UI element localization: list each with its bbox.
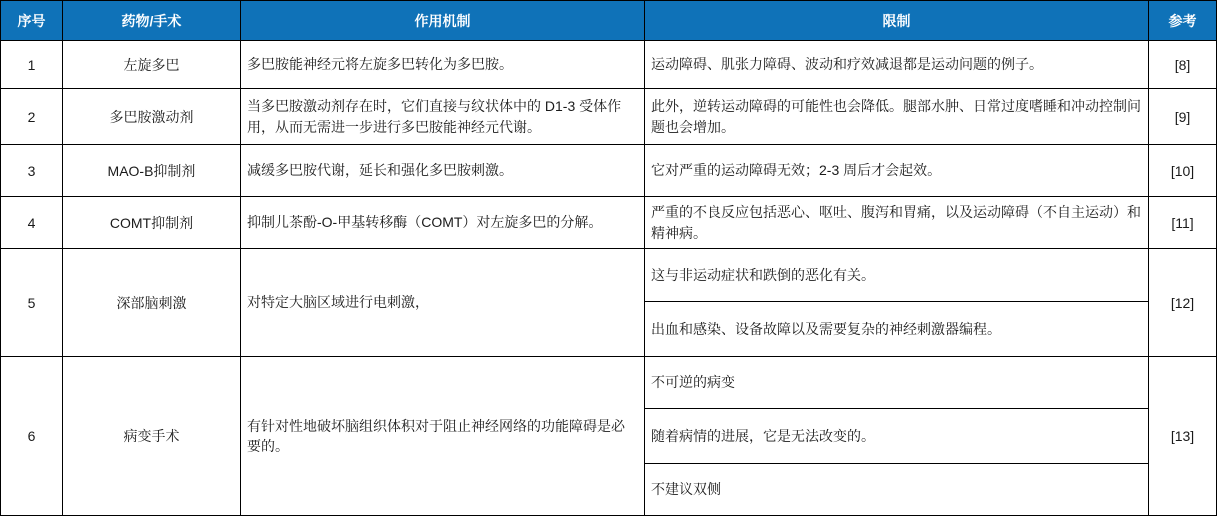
cell-mechanism: 减缓多巴胺代谢，延长和强化多巴胺刺激。 [241, 145, 645, 197]
cell-limitation: 不可逆的病变 [645, 357, 1149, 409]
table-row [1, 89, 1217, 145]
table-row [1, 249, 1217, 302]
cell-limitation: 随着病情的进展，它是无法改变的。 [645, 409, 1149, 464]
cell-no: 3 [1, 145, 63, 197]
table-row [1, 41, 1217, 89]
cell-drug: 多巴胺激动剂 [63, 89, 241, 145]
cell-no: 2 [1, 89, 63, 145]
cell-drug: MAO-B抑制剂 [63, 145, 241, 197]
cell-mechanism: 多巴胺能神经元将左旋多巴转化为多巴胺。 [241, 41, 645, 89]
cell-ref: [13] [1149, 357, 1217, 516]
cell-ref: [8] [1149, 41, 1217, 89]
cell-drug: 深部脑刺激 [63, 249, 241, 357]
cell-drug: COMT抑制剂 [63, 197, 241, 249]
table-row [1, 145, 1217, 197]
header-cell-drug: 药物/手术 [63, 1, 241, 41]
cell-limitation: 严重的不良反应包括恶心、呕吐、腹泻和胃痛，以及运动障碍（不自主运动）和精神病。 [645, 197, 1149, 249]
cell-limitation: 这与非运动症状和跌倒的恶化有关。 [645, 249, 1149, 302]
header-cell-limit: 限制 [645, 1, 1149, 41]
cell-no: 6 [1, 357, 63, 516]
cell-no: 1 [1, 41, 63, 89]
cell-limitation: 此外，逆转运动障碍的可能性也会降低。腿部水肿、日常过度嗜睡和冲动控制问题也会增加。 [645, 89, 1149, 145]
cell-mechanism: 当多巴胺激动剂存在时，它们直接与纹状体中的 D1-3 受体作用，从而无需进一步进行多巴胺能神经元代谢。 [241, 89, 645, 145]
cell-limitation: 不建议双侧 [645, 464, 1149, 516]
cell-drug: 左旋多巴 [63, 41, 241, 89]
cell-ref: [10] [1149, 145, 1217, 197]
header-cell-mechanism: 作用机制 [241, 1, 645, 41]
table-header-row [1, 1, 1217, 41]
cell-drug: 病变手术 [63, 357, 241, 516]
cell-mechanism: 有针对性地破坏脑组织体积对于阻止神经网络的功能障碍是必要的。 [241, 357, 645, 516]
header-cell-no: 序号 [1, 1, 63, 41]
cell-limitation: 运动障碍、肌张力障碍、波动和疗效减退都是运动问题的例子。 [645, 41, 1149, 89]
cell-ref: [12] [1149, 249, 1217, 357]
cell-no: 5 [1, 249, 63, 357]
cell-limitation: 出血和感染、设备故障以及需要复杂的神经刺激器编程。 [645, 302, 1149, 357]
cell-ref: [9] [1149, 89, 1217, 145]
table-row [1, 197, 1217, 249]
header-cell-ref: 参考 [1149, 1, 1217, 41]
table-row [1, 357, 1217, 409]
cell-no: 4 [1, 197, 63, 249]
cell-limitation: 它对严重的运动障碍无效；2-3 周后才会起效。 [645, 145, 1149, 197]
cell-ref: [11] [1149, 197, 1217, 249]
cell-mechanism: 对特定大脑区域进行电刺激， [241, 249, 645, 357]
cell-mechanism: 抑制儿茶酚-O-甲基转移酶（COMT）对左旋多巴的分解。 [241, 197, 645, 249]
